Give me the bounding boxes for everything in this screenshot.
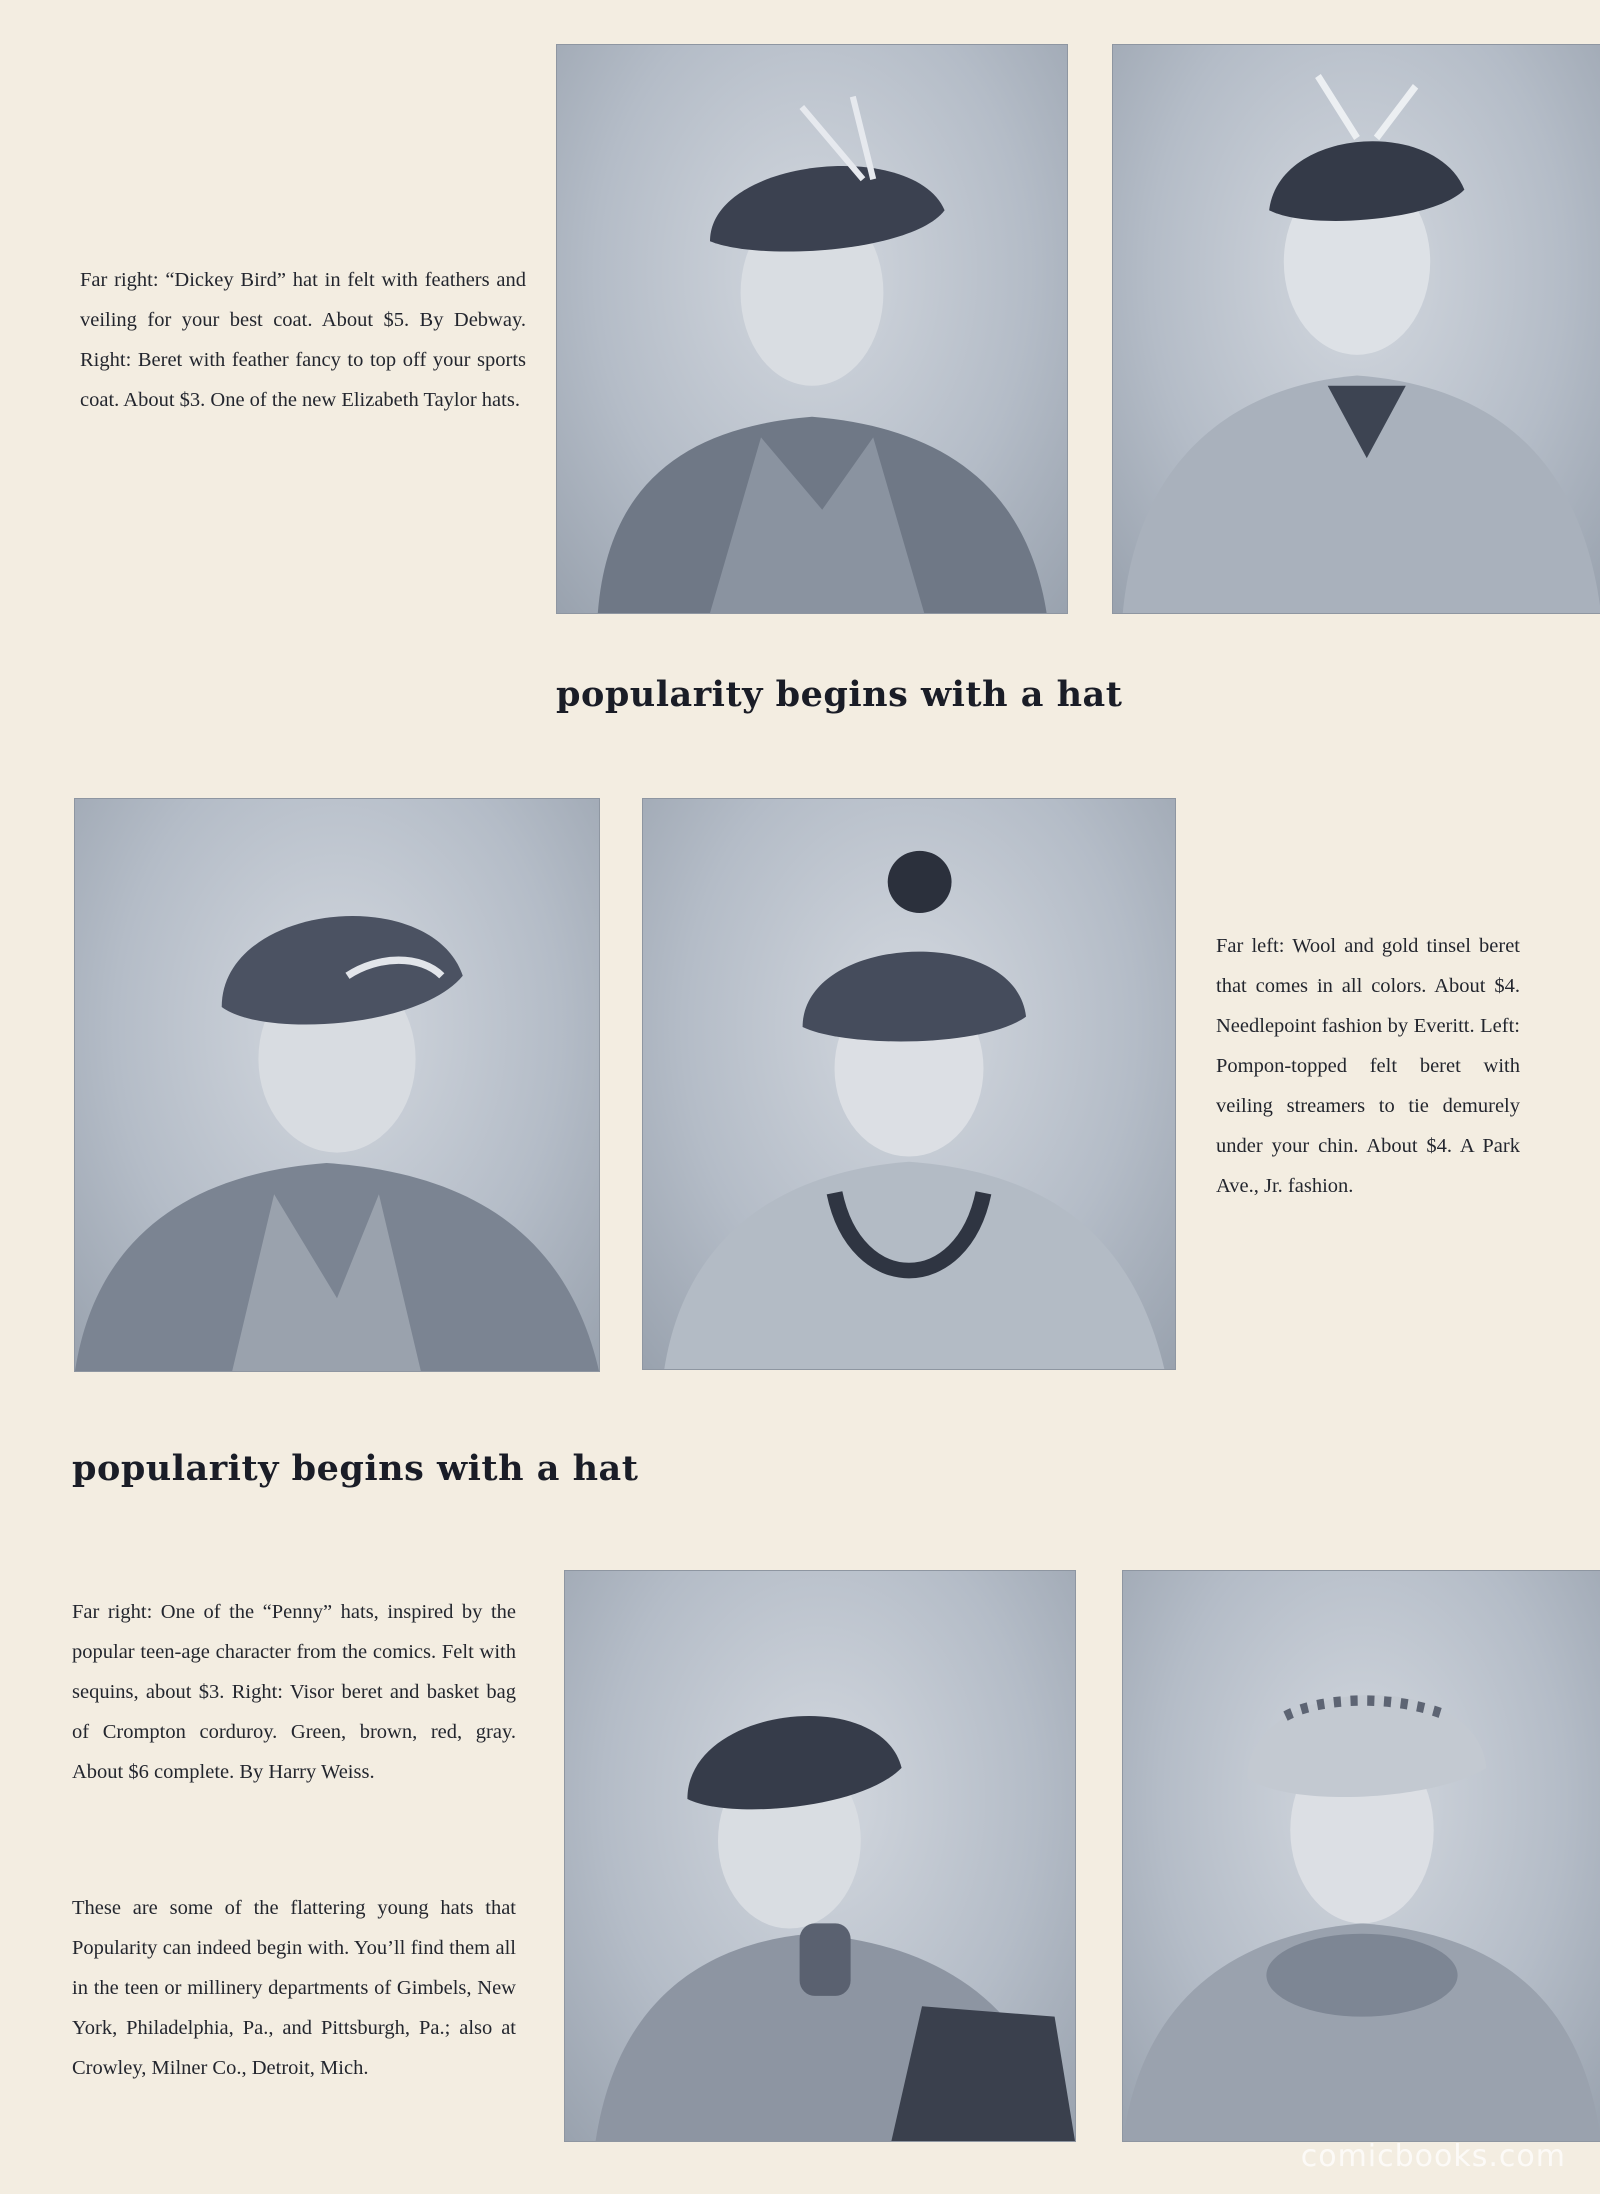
photo-pompon-beret	[642, 798, 1176, 1370]
photo-wool-tinsel-beret	[74, 798, 600, 1372]
heading-second: popularity begins with a hat	[72, 1448, 639, 1489]
caption-top: Far right: “Dickey Bird” hat in felt with feathers and veiling for your best coat. About $5. By Debway. Right: Beret with feather fancy to top off your sports coat. About $3. One of the new Elizabeth Taylor hats.	[80, 269, 526, 411]
photo-dickey-bird-hat	[1112, 44, 1600, 614]
photo-visor-beret-basket-bag	[564, 1570, 1076, 2142]
heading-first: popularity begins with a hat	[556, 674, 1123, 715]
photo-penny-hat-sequins	[1122, 1570, 1600, 2142]
photo-beret-feather-plaid-coat	[556, 44, 1068, 614]
caption-bottom-2: These are some of the flattering young hats that Popularity can indeed begin with. You’ll find them all in the teen or millinery departments of Gimbels, New York, Philadelphia, Pa., and Pittsburgh, Pa.; also at Crowley, Milner Co., Detroit, Mich.	[72, 1897, 516, 2079]
caption-bottom-1: Far right: One of the “Penny” hats, inspired by the popular teen-age character from the comics. Felt with sequins, about $3. Right: Visor beret and basket bag of Crompton corduroy. Green, brown, red, gray. About $6 complete. By Harry Weiss.	[72, 1601, 516, 1783]
caption-middle: Far left: Wool and gold tinsel beret that comes in all colors. About $4. Needlepoint fashion by Everitt. Left: Pompon-topped felt beret with veiling streamers to tie demurely under your chin. About $4. A Park Ave., Jr. fashion.	[1216, 935, 1520, 1197]
watermark: comicbooks.com	[1300, 2139, 1566, 2174]
